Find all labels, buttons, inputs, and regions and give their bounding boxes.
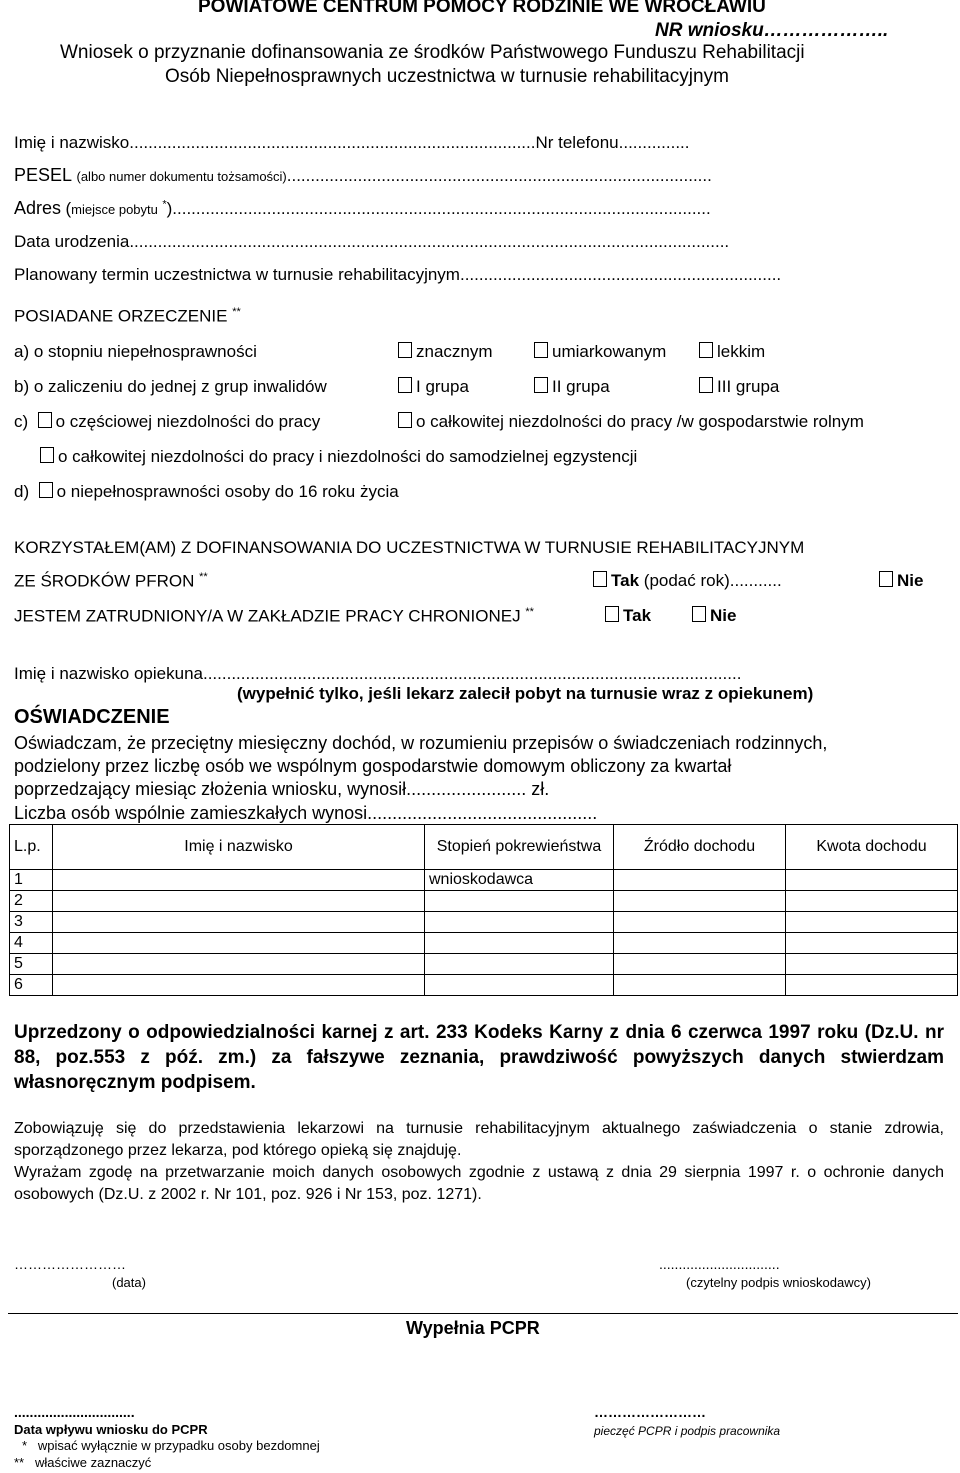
table-row <box>10 933 958 954</box>
row-source-cell[interactable] <box>614 870 786 891</box>
row-relation-cell[interactable]: wnioskodawca <box>425 870 614 891</box>
footnote-2 <box>14 1455 151 1470</box>
signature-field[interactable]: ............................... <box>659 1256 780 1272</box>
term-label: Planowany termin uczestnictwa w turnusie rehabilitacyjnym <box>14 265 460 284</box>
row-amount-cell[interactable] <box>786 870 958 891</box>
checkbox-icon[interactable] <box>699 342 713 358</box>
pesel-row <box>14 165 712 186</box>
history-line2 <box>14 571 208 592</box>
option-c-total-independent-label: o całkowitej niezdolności do pracy i niezdolności do samodzielnej egzystencji <box>58 447 638 466</box>
history-yes-label: Tak <box>611 571 640 590</box>
checkbox-icon[interactable] <box>398 412 412 428</box>
received-date-field[interactable]: ............................... <box>14 1404 135 1420</box>
phone-label: Nr telefonu <box>535 133 619 152</box>
history-no-label: Nie <box>897 571 924 590</box>
checkbox-icon[interactable] <box>699 377 713 393</box>
row-source-cell[interactable] <box>614 912 786 933</box>
name-row <box>14 133 690 153</box>
row-relation-cell[interactable] <box>425 891 614 912</box>
certificate-heading <box>14 306 241 327</box>
row-source-cell[interactable] <box>614 891 786 912</box>
pesel-label: PESEL <box>14 165 73 185</box>
statement-line2: podzielony przez liczbę osób we wspólnym gospodarstwie domowym obliczony za kwartał <box>14 756 732 776</box>
statement-line1: Oświadczam, że przeciętny miesięczny dochód, w rozumieniu przepisów o świadczeniach rodzinnych, <box>14 733 828 753</box>
table-row <box>10 891 958 912</box>
footnote-2-text: właściwe zaznaczyć <box>34 1455 152 1470</box>
header-amount: Kwota dochodu <box>786 825 958 870</box>
header-relation: Stopień pokrewieństwa <box>425 825 614 870</box>
row-number: 3 <box>10 912 53 933</box>
row-name-cell[interactable] <box>53 912 425 933</box>
row-name-cell[interactable] <box>53 933 425 954</box>
checkbox-icon[interactable] <box>38 412 52 428</box>
option-a-significant[interactable] <box>398 342 493 362</box>
certificate-d-row <box>14 482 399 502</box>
option-c-total-independent[interactable] <box>40 447 637 467</box>
caregiver-row <box>14 664 741 684</box>
row-number: 1 <box>10 870 53 891</box>
date-field[interactable]: …………………… <box>14 1256 126 1272</box>
received-date-label: Data wpływu wniosku do PCPR <box>14 1422 208 1437</box>
statement-heading: OŚWIADCZENIE <box>14 706 170 728</box>
history-no-option[interactable] <box>879 571 923 591</box>
household-field[interactable]: .............................................. <box>367 803 598 823</box>
liability-warning: Uprzedzony o odpowiedzialności karnej z art. 233 Kodeks Karny z dnia 6 czerwca 1997 roku (Dz.U. nr 88, poz.553 z póź. zm.) za fałszywe zeznania, prawdziwość powyższych danych stwierdzam własnoręcznym podpisem. <box>14 1022 944 1093</box>
row-amount-cell[interactable] <box>786 933 958 954</box>
checkbox-icon[interactable] <box>398 342 412 358</box>
row-amount-cell[interactable] <box>786 975 958 996</box>
option-c-partial-label: o częściowej niezdolności do pracy <box>55 412 321 431</box>
option-b-group1-label: I grupa <box>416 377 469 396</box>
history-mark: ** <box>199 571 208 583</box>
address-footnote-mark: * <box>162 198 167 211</box>
dob-row <box>14 232 729 252</box>
income-table <box>9 824 958 996</box>
form-title-line2: Osób Niepełnosprawnych uczestnictwa w turnusie rehabilitacyjnym <box>165 66 729 87</box>
history-line1: KORZYSTAŁEM(AM) Z DOFINANSOWANIA DO UCZESTNICTWA W TURNUSIE REHABILITACYJNYM <box>14 538 805 557</box>
option-b-group3[interactable] <box>699 377 779 397</box>
row-relation-cell[interactable] <box>425 933 614 954</box>
row-number: 5 <box>10 954 53 975</box>
row-number: 2 <box>10 891 53 912</box>
household-label: Liczba osób wspólnie zamieszkałych wynosi <box>14 803 368 823</box>
certificate-d-prefix: d) <box>14 482 30 501</box>
certificate-c-row1 <box>14 412 320 432</box>
header-source: Źródło dochodu <box>614 825 786 870</box>
checkbox-icon[interactable] <box>605 606 619 622</box>
option-c-total-farm[interactable] <box>398 412 864 432</box>
option-b-group3-label: III grupa <box>717 377 780 396</box>
employed-yes-option[interactable] <box>605 606 651 626</box>
option-c-partial[interactable] <box>38 412 321 431</box>
household-row <box>14 803 597 824</box>
row-relation-cell[interactable] <box>425 912 614 933</box>
stamp-label: pieczęć PCPR i podpis pracownika <box>594 1424 781 1438</box>
history-yes-note: (podać rok) <box>643 571 730 590</box>
table-row <box>10 870 958 891</box>
income-table-header <box>10 825 958 870</box>
footnote-1-text: wpisać wyłącznie w przypadku osoby bezdomnej <box>37 1438 320 1453</box>
certificate-c-prefix: c) <box>14 412 29 431</box>
employed-no-label: Nie <box>710 606 737 625</box>
row-amount-cell[interactable] <box>786 912 958 933</box>
employed-yes-label: Tak <box>623 606 652 625</box>
row-source-cell[interactable] <box>614 933 786 954</box>
row-name-cell[interactable] <box>53 870 425 891</box>
checkbox-icon[interactable] <box>593 571 607 587</box>
caregiver-label: Imię i nazwisko opiekuna <box>14 664 203 683</box>
employed-no-option[interactable] <box>692 606 736 626</box>
checkbox-icon[interactable] <box>534 342 548 358</box>
divider <box>8 1313 958 1314</box>
option-c-total-farm-label: o całkowitej niezdolności do pracy /w gospodarstwie rolnym <box>416 412 864 431</box>
employed-label: JESTEM ZATRUDNIONY/A W ZAKŁADZIE PRACY CHRONIONEJ <box>14 606 521 626</box>
application-number: NR wniosku……………….. <box>655 20 889 41</box>
header-name: Imię i nazwisko <box>53 825 425 870</box>
option-a-moderate[interactable] <box>534 342 666 362</box>
checkbox-icon[interactable] <box>40 447 54 463</box>
row-name-cell[interactable] <box>53 975 425 996</box>
footnote-2-mark: ** <box>14 1455 25 1470</box>
signature-label: (czytelny podpis wnioskodawcy) <box>686 1275 871 1290</box>
table-row <box>10 912 958 933</box>
address-label: Adres <box>14 198 62 218</box>
date-label: (data) <box>112 1275 146 1290</box>
row-number: 6 <box>10 975 53 996</box>
footnote-1-mark: * <box>22 1438 28 1453</box>
statement-line3: poprzedzający miesiąc złożenia wniosku, wynosił........................ zł. <box>14 779 550 799</box>
history-yes-option[interactable] <box>593 571 782 591</box>
row-amount-cell[interactable] <box>786 891 958 912</box>
row-name-cell[interactable] <box>53 954 425 975</box>
institution-name: POWIATOWE CENTRUM POMOCY RODZINIE WE WROCŁAWIU <box>198 0 766 17</box>
caregiver-note: (wypełnić tylko, jeśli lekarz zalecił pobyt na turnusie wraz z opiekunem) <box>237 684 814 703</box>
employed-row <box>14 606 534 627</box>
header-lp: L.p. <box>10 825 53 870</box>
name-label: Imię i nazwisko <box>14 133 130 152</box>
stamp-field[interactable]: …………………… <box>594 1404 706 1420</box>
history-line2-text: ZE ŚRODKÓW PFRON <box>14 571 195 591</box>
row-relation-cell[interactable] <box>425 954 614 975</box>
pesel-field[interactable]: .......................................................................................... <box>286 166 712 185</box>
option-b-group1[interactable] <box>398 377 469 397</box>
address-note: miejsce pobytu <box>71 202 158 217</box>
certificate-heading-mark: ** <box>232 306 241 318</box>
option-b-group2[interactable] <box>534 377 610 397</box>
office-heading: Wypełnia PCPR <box>406 1318 540 1338</box>
option-d-child[interactable] <box>39 482 399 501</box>
checkbox-icon[interactable] <box>39 482 53 498</box>
address-row <box>14 198 711 219</box>
term-field[interactable]: .................................................................... <box>459 265 782 284</box>
table-row <box>10 954 958 975</box>
dob-label: Data urodzenia <box>14 232 130 251</box>
address-note-close: ) <box>166 199 173 218</box>
checkbox-icon[interactable] <box>398 377 412 393</box>
option-a-mild[interactable] <box>699 342 765 362</box>
row-source-cell[interactable] <box>614 954 786 975</box>
caregiver-field[interactable]: .................................................................................................................. <box>202 664 742 683</box>
checkbox-icon[interactable] <box>534 377 548 393</box>
address-note-open: ( <box>65 199 72 218</box>
row-source-cell[interactable] <box>614 975 786 996</box>
data-consent: Wyrażam zgodę na przetwarzanie moich danych osobowych zgodnie z ustawą z dnia 29 sierpnia 1997 r. o ochronie danych osobowych (Dz.U. z 2002 r. Nr 101, poz. 926 i Nr 153, poz. 1271). <box>14 1164 944 1203</box>
row-relation-cell[interactable] <box>425 975 614 996</box>
form-title-line1: Wniosek o przyznanie dofinansowania ze środków Państwowego Funduszu Rehabilitacji <box>60 42 805 63</box>
checkbox-icon[interactable] <box>879 571 893 587</box>
certificate-a-label: a) o stopniu niepełnosprawności <box>14 342 257 361</box>
checkbox-icon[interactable] <box>692 606 706 622</box>
table-row <box>10 975 958 996</box>
row-amount-cell[interactable] <box>786 954 958 975</box>
row-name-cell[interactable] <box>53 891 425 912</box>
name-field[interactable]: ...................................................................................... <box>129 133 536 152</box>
phone-field[interactable]: ............... <box>618 133 690 152</box>
certificate-heading-text: POSIADANE ORZECZENIE <box>14 306 228 326</box>
certificate-b-label: b) o zaliczeniu do jednej z grup inwalidów <box>14 377 327 396</box>
option-a-significant-label: znacznym <box>416 342 493 361</box>
history-year-field[interactable]: ........... <box>729 571 782 590</box>
option-d-child-label: o niepełnosprawności osoby do 16 roku życia <box>56 482 399 501</box>
footnote-1 <box>22 1438 320 1453</box>
option-a-mild-label: lekkim <box>717 342 766 361</box>
address-field[interactable]: .................................................................................................................. <box>172 199 711 218</box>
option-b-group2-label: II grupa <box>552 377 610 396</box>
dob-field[interactable]: ............................................................................................................................... <box>129 232 730 251</box>
medical-consent: Zobowiązuję się do przedstawienia lekarzowi na turnusie rehabilitacyjnym aktualnego zaświadczenia o stanie zdrowia, sporządzonego przez lekarza, pod którego opieką się znajduję. <box>14 1120 944 1159</box>
pesel-note: (albo numer dokumentu tożsamości) <box>76 169 287 184</box>
row-number: 4 <box>10 933 53 954</box>
option-a-moderate-label: umiarkowanym <box>552 342 667 361</box>
employed-mark: ** <box>525 606 534 618</box>
term-row <box>14 265 781 285</box>
